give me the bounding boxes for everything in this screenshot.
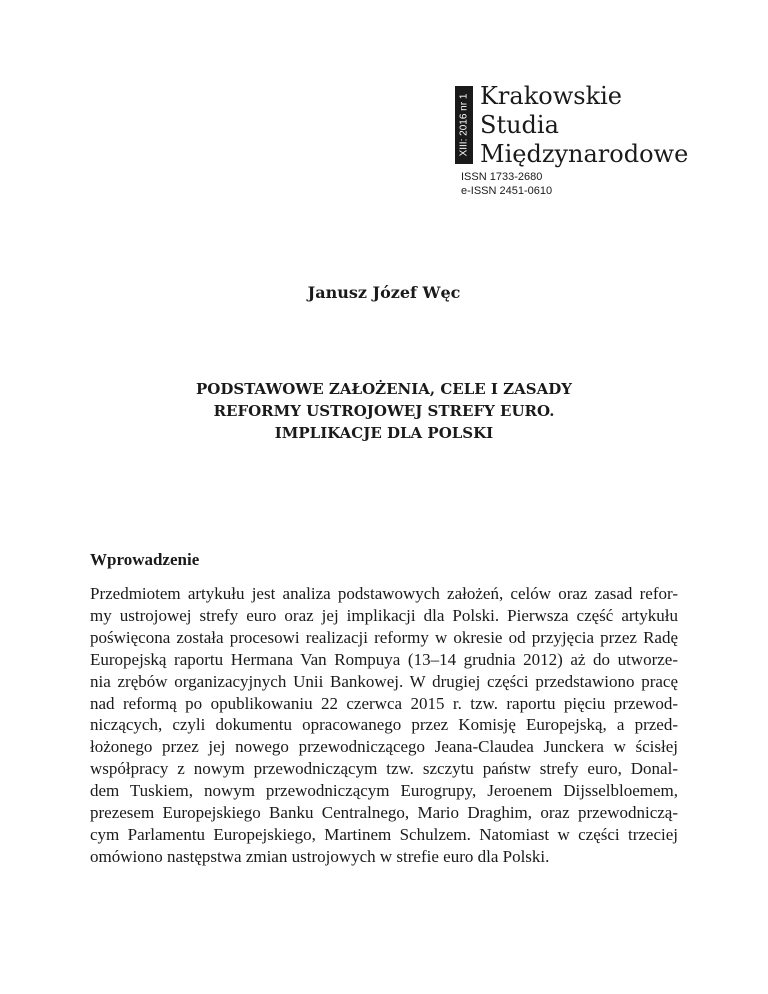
article-title xyxy=(0,378,768,444)
paragraph-line: omówiono następstwa zmian ustrojowych w strefie euro dla Polski. xyxy=(90,846,550,866)
article-title-line: REFORMY USTROJOWEJ STREFY EURO. xyxy=(213,402,555,420)
journal-title-line: Międzynarodowe xyxy=(480,140,689,168)
paragraph-line: nia zrębów organizacyjnych Unii Bankowej. W drugiej części przedstawiono pracę xyxy=(90,671,678,691)
body-paragraph xyxy=(90,583,678,868)
paragraph-line: dem Tuskiem, nowym przewodniczącym Eurogrupy, Jeroenem Dijsselbloemem, xyxy=(90,781,678,801)
paragraph-line: niczących, czyli dokumentu opracowanego przez Komisję Europejską, a przed- xyxy=(90,715,678,735)
issn-block xyxy=(461,170,552,198)
paragraph-line: poświęcona została procesowi realizacji reformy w okresie od przyjęcia przez Radę xyxy=(90,627,678,647)
issn: ISSN 1733-2680 xyxy=(461,171,543,183)
volume-label: XIII: 2016 nr 1 xyxy=(458,93,470,157)
paragraph-line: prezesem Europejskiego Banku Centralnego, Mario Draghim, oraz przewodniczą- xyxy=(90,803,678,823)
eissn: e-ISSN 2451-0610 xyxy=(461,185,553,197)
paragraph-line: Europejską raportu Hermana Van Rompuya (13–14 grudnia 2012) aż do utworze- xyxy=(90,649,678,669)
author-name: Janusz Józef Węc xyxy=(307,283,461,302)
section-heading: Wprowadzenie xyxy=(90,550,200,569)
paragraph-line: Przedmiotem artykułu jest analiza podstawowych założeń, celów oraz zasad refor- xyxy=(90,584,678,603)
article-title-line: PODSTAWOWE ZAŁOŻENIA, CELE I ZASADY xyxy=(196,380,572,398)
journal-title-line: Studia xyxy=(480,111,559,139)
paragraph-line: nad reformą po opublikowaniu 22 czerwca 2015 r. tzw. raportu pięciu przewod- xyxy=(90,693,678,713)
paragraph-line: cym Parlamentu Europejskiego, Martinem Schulzem. Natomiast w części trzeciej xyxy=(90,824,678,844)
article-title-line: IMPLIKACJE DLA POLSKI xyxy=(274,424,494,442)
journal-title xyxy=(480,82,688,169)
journal-title-line: Krakowskie xyxy=(480,82,622,110)
paragraph-line: współpracy z nowym przewodniczącym tzw. szczytu państw strefy euro, Donal- xyxy=(90,759,678,779)
paragraph-line: łożonego przez jej nowego przewodniczącego Jeana-Claudea Junckera w ścisłej xyxy=(90,737,678,757)
paragraph-line: my ustrojowej strefy euro oraz jej implikacji dla Polski. Pierwsza część artykułu xyxy=(90,605,678,625)
